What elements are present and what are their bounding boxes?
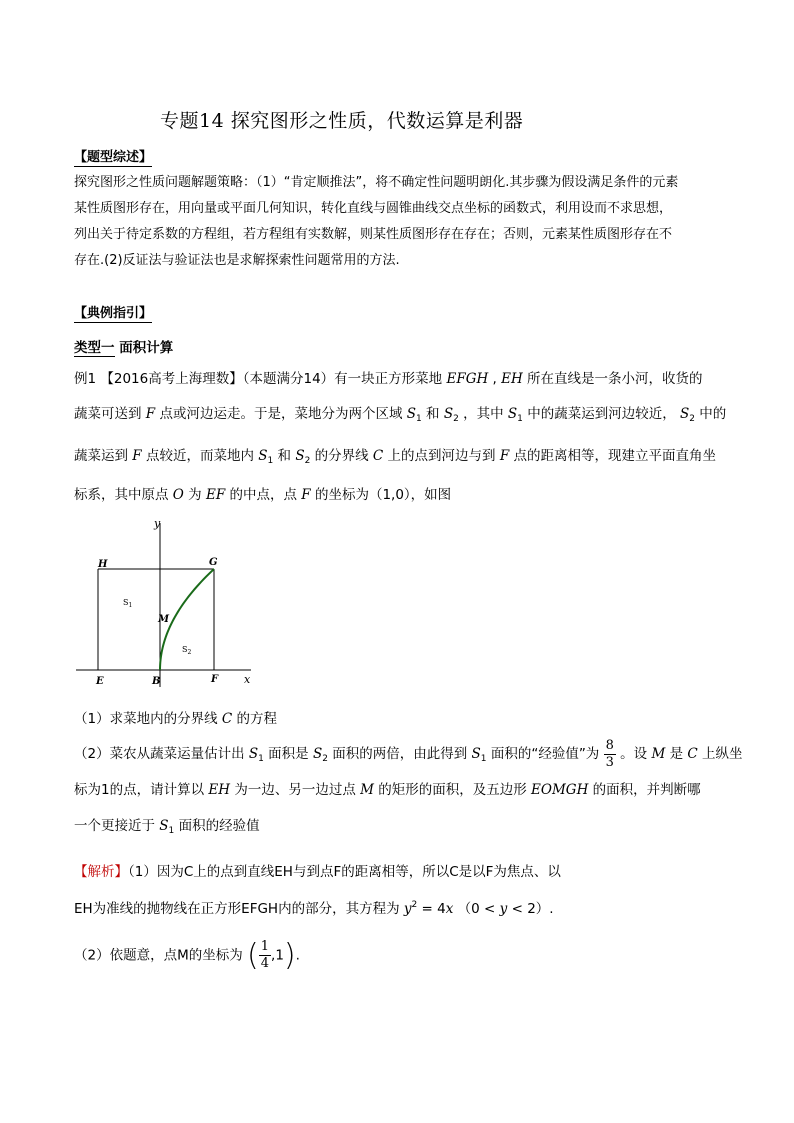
x-axis-label: x <box>244 673 251 686</box>
region-s1-label: $S_1$ <box>123 598 133 609</box>
overview-paragraph <box>74 170 678 274</box>
solution-line2: EH为准线的抛物线在正方形EFGH内的部分，其方程为 $y^2 = 4x$ （0 < y < 2）. <box>74 900 554 917</box>
example1-line2: 蔬菜可送到 F 点或河边运走。于是，菜地分为两个区域 $S_1$ 和 $S_2$ ，其中 $S_1$ 中的蔬菜运到河边较近， $S_2$ 中的 <box>74 406 727 424</box>
example1-line4: 标系，其中原点 O 为 EF 的中点，点 F 的坐标为（1,0），如图 <box>74 487 452 503</box>
overview-line: 探究图形之性质问题解题策略：（1）“肯定顺推法”，将不确定性问题明朗化.其步骤为假设满足条件的元素 <box>74 175 679 190</box>
point-h-label: H <box>98 559 108 570</box>
question2-line3: 一个更接近于 $S_1$ 面积的经验值 <box>74 818 260 836</box>
question2-line2: 标为1的点，请计算以 EH 为一边、另一边过点 M 的矩形的面积，及五边形 EOMGH 的面积，并判断哪 <box>74 782 701 798</box>
overview-heading: 【题型综述】 <box>74 150 153 165</box>
region-s2-label: $S_2$ <box>182 645 192 656</box>
point-f-label: F <box>211 674 219 685</box>
page-title: 专题14 探究图形之性质，代数运算是利器 <box>160 110 524 132</box>
overview-line: 存在.(2)反证法与验证法也是求解探索性问题常用的方法. <box>74 253 400 268</box>
point-g-label: G <box>209 557 218 568</box>
experience-value-fraction: $\frac{8}{3}$ <box>605 737 614 770</box>
overview-line: 某性质图形存在，用向量或平面几何知识，转化直线与圆锥曲线交点坐标的函数式，利用设而不求思想， <box>74 201 673 216</box>
overview-line: 列出关于待定系数的方程组，若方程组有实数解，则某性质图形存在存在；否则，元素某性质图形存在不 <box>74 227 673 242</box>
example-heading: 【典例指引】 <box>74 306 153 321</box>
point-b-label: B <box>152 676 161 687</box>
y-axis-label: y <box>154 517 161 530</box>
type-heading: 类型一 面积计算 <box>74 340 174 356</box>
example1-line3: 蔬菜运到 F 点较近，而菜地内 $S_1$ 和 $S_2$ 的分界线 C 上的点到河边与到 F 点的距离相等，现建立平面直角坐 <box>74 448 717 466</box>
m-coordinate-fraction: $\frac{1}{4}$ <box>260 939 270 971</box>
solution-tag: 【解析】 <box>74 864 128 880</box>
parabola-figure <box>76 515 266 690</box>
point-m-label: M <box>158 614 170 625</box>
solution-line1: 【解析】（1）因为C上的点到直线EH与到点F的距离相等，所以C是以F为焦点、以 <box>74 864 561 880</box>
question2-line1: （2）菜农从蔬菜运量估计出 $S_1$ 面积是 $S_2$ 面积的两倍，由此得到 $S_1$ 面积的“经验值”为 $\frac{8}{3}$ 。设 M 是 C 上纵坐 <box>74 737 743 770</box>
solution-line3: （2）依题意，点M的坐标为 ( $\frac{1}{4}$ ,1). <box>74 938 300 973</box>
question1: （1）求菜地内的分界线 C 的方程 <box>74 711 278 727</box>
example1-line1: 例1 【2016高考上海理数】（本题满分14）有一块正方形菜地 EFGH , EH 所在直线是一条小河，收货的 <box>74 371 703 387</box>
point-e-label: E <box>96 676 104 687</box>
